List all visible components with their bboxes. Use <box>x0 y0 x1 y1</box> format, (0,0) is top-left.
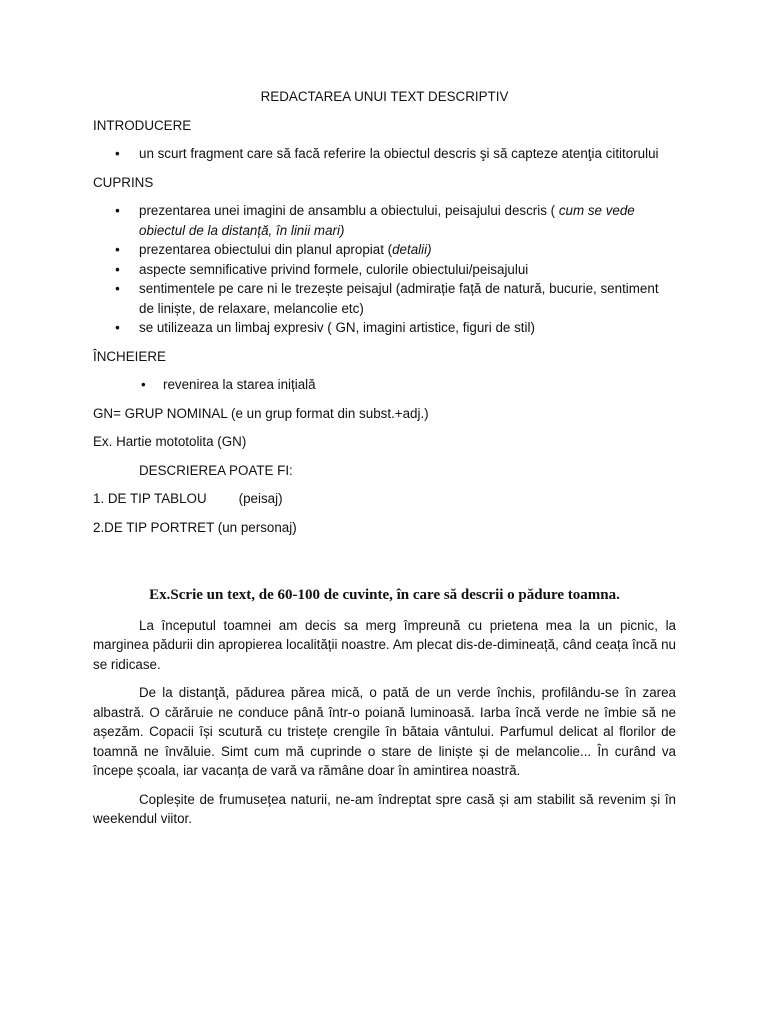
cuprins-heading: CUPRINS <box>93 174 154 190</box>
list-item-emphasis: detalii) <box>392 242 432 257</box>
intro-list <box>93 144 676 164</box>
bullet-icon: • <box>115 203 120 218</box>
list-item <box>93 144 676 164</box>
incheiere-heading: ÎNCHEIERE <box>93 348 166 364</box>
list-item <box>93 279 676 318</box>
bullet-icon: • <box>115 242 120 257</box>
list-item-text: un scurt fragment care să facă referire la obiectul descris şi să capteze atenţia cititorului <box>139 146 659 161</box>
bullet-icon: • <box>115 320 120 335</box>
bullet-icon: • <box>115 146 120 161</box>
list-item-text: prezentarea obiectului din planul apropiat ( <box>139 242 393 257</box>
gn-example: Ex. Hartie mototolita (GN) <box>93 434 247 449</box>
list-item-text: sentimentele pe care ni le trezește peisajul (admirație față de natură, bucurie, sentiment de liniște, de relaxare, melancolie etc) <box>139 281 659 316</box>
type-tablou-label: 1. DE TIP TABLOU <box>93 491 207 506</box>
document-title: REDACTAREA UNUI TEXT DESCRIPTIV <box>260 89 509 104</box>
incheiere-list <box>93 375 676 395</box>
list-item <box>93 375 676 395</box>
cuprins-list <box>93 201 676 338</box>
list-item-text: prezentarea unei imagini de ansamblu a obiectului, peisajului descris ( <box>139 203 559 218</box>
list-item-text: se utilizeaza un limbaj expresiv ( GN, imagini artistice, figuri de stil) <box>139 320 535 335</box>
bullet-icon: • <box>115 261 120 277</box>
type-tablou-note: (peisaj) <box>238 491 283 506</box>
gn-definition: GN= GRUP NOMINAL (e un grup format din subst.+adj.) <box>93 405 429 421</box>
intro-heading: INTRODUCERE <box>93 117 192 133</box>
list-item <box>93 318 676 338</box>
bullet-icon: • <box>141 377 146 392</box>
list-item-text: aspecte semnificative privind formele, culorile obiectului/peisajului <box>139 261 529 277</box>
list-item-text: revenirea la starea inițială <box>163 377 316 392</box>
essay-paragraph: Copleșite de frumusețea naturii, ne-am îndreptat spre casă și am stabilit să revenim și în weekendul viitor. <box>93 791 676 826</box>
list-item <box>93 201 676 240</box>
essay-paragraph: De la distanţă, pădurea părea mică, o pată de un verde închis, profilându-se în zarea albastră. O cărăruie ne conduce până într-o poiană luminoasă. Iarba încă verde ne îmbie să ne așezăm. Copacii își scutură cu tristețe crengile în bătaia vântului. Parfumul delicat al florilor de toamnă ne învăluie. Simt cum mă cuprinde o stare de liniște și de melancolie... În curând va începe școala, iar vacanța de vară va rămâne doar în amintirea noastră. <box>93 685 676 778</box>
bullet-icon: • <box>115 281 120 296</box>
descriere-heading: DESCRIEREA POATE FI: <box>139 462 293 478</box>
type-tablou <box>93 489 676 509</box>
list-item <box>93 240 676 260</box>
document-page <box>93 87 676 838</box>
exercise-title: Ex.Scrie un text, de 60-100 de cuvinte, în care să descrii o pădure toamna. <box>149 587 620 603</box>
list-item-emphasis: cum se vede obiectul de la distanță, în linii mari) <box>139 203 635 238</box>
list-item <box>93 260 676 280</box>
type-portret: 2.DE TIP PORTRET (un personaj) <box>93 519 297 535</box>
essay-paragraph: La începutul toamnei am decis sa merg împreună cu prietena mea la un picnic, la marginea pădurii din apropierea localității noastre. Am plecat dis-de-dimineață, când ceața încă nu se ridicase. <box>93 617 676 672</box>
